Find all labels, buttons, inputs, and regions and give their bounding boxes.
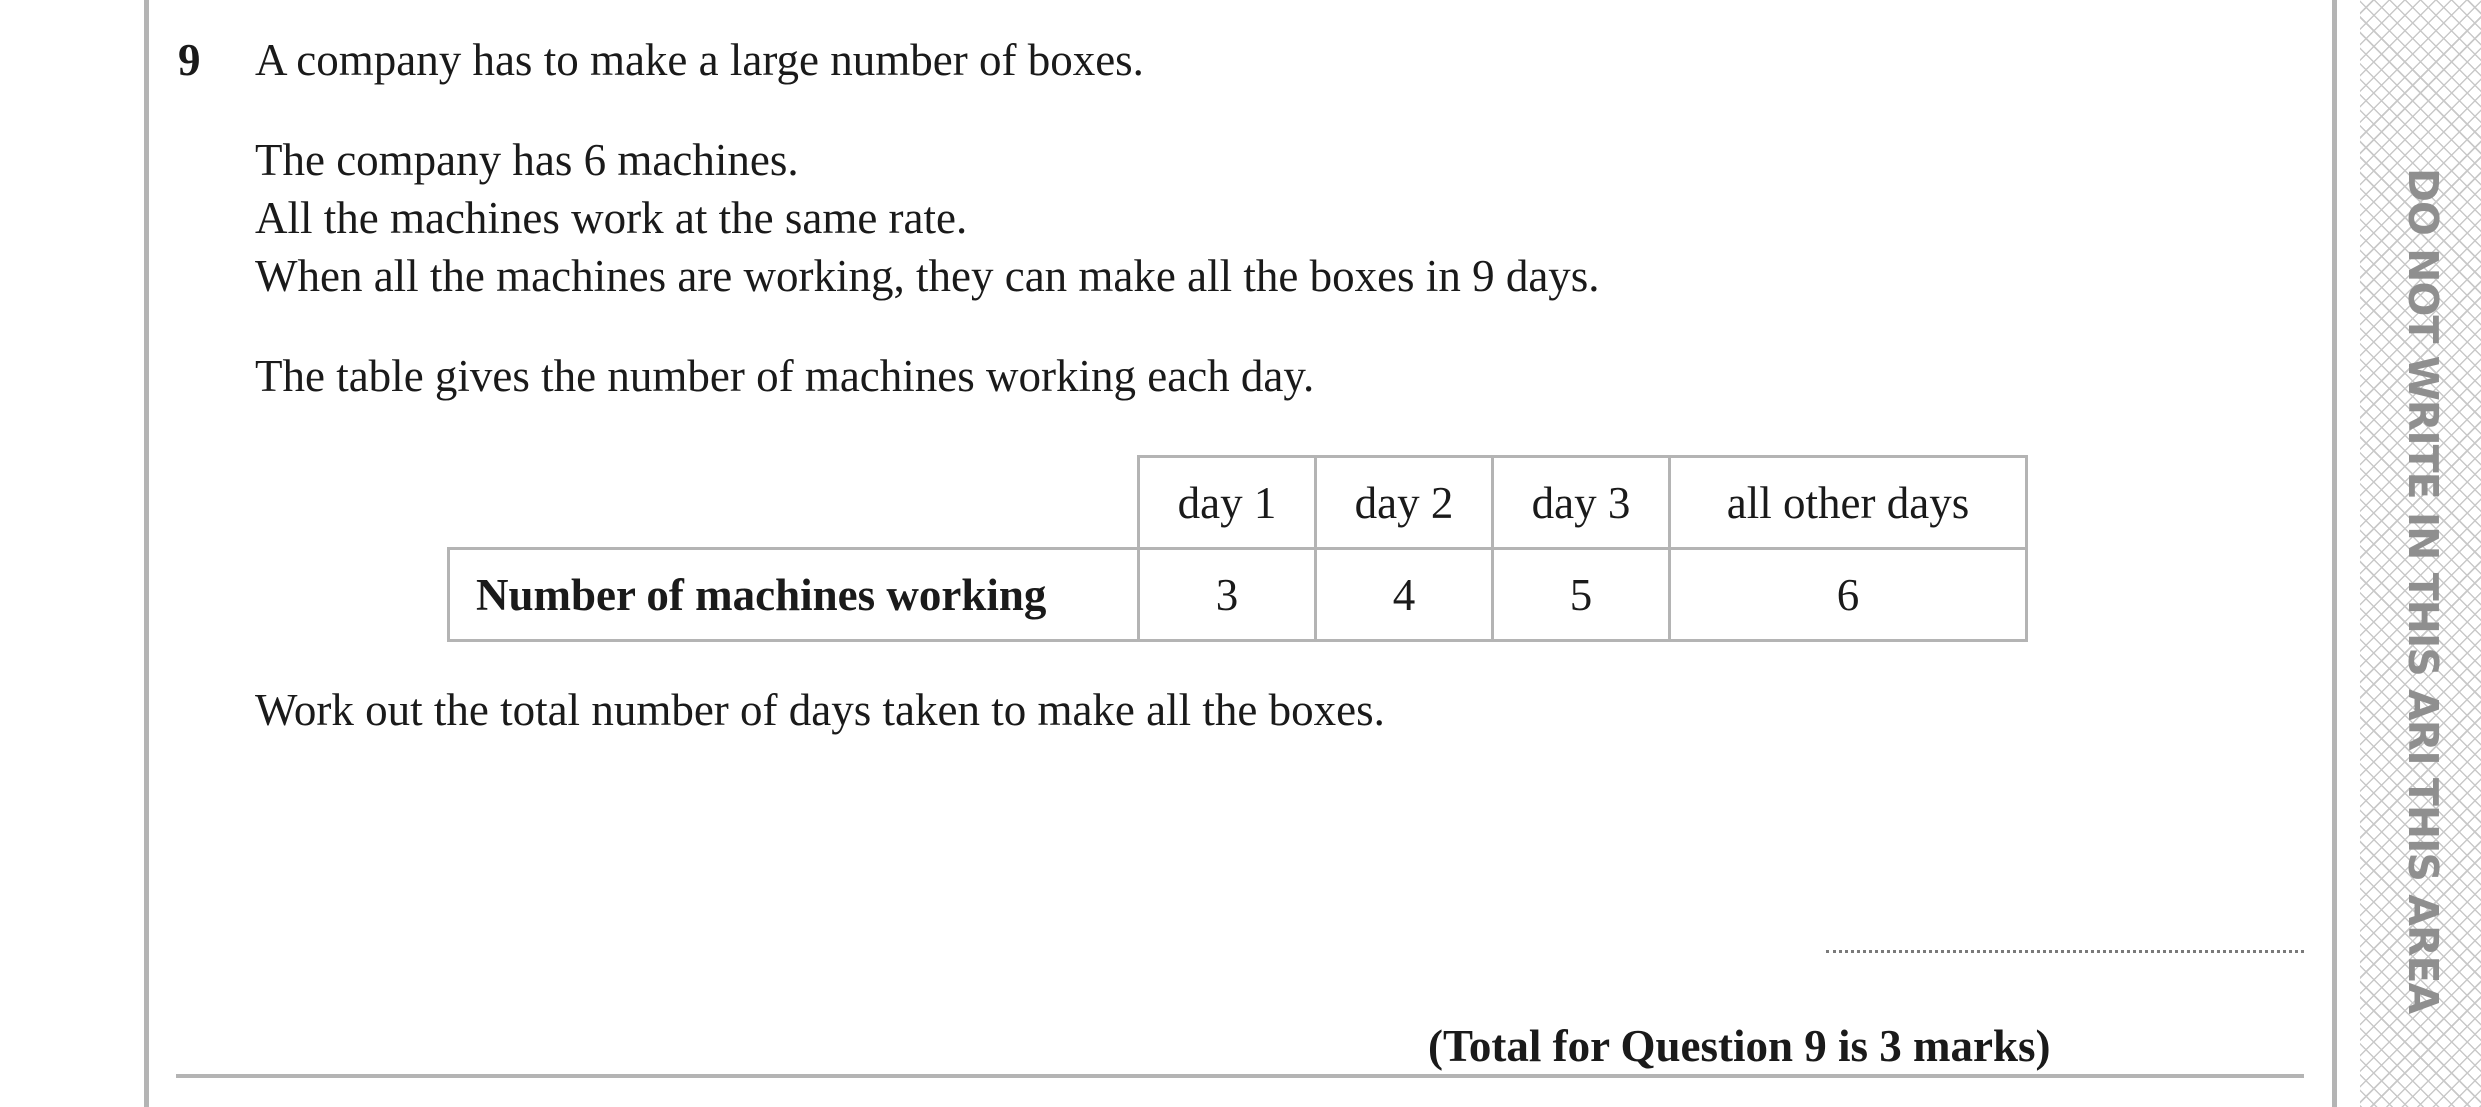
table-intro: The table gives the number of machines working each day.	[255, 351, 1315, 401]
table-header-row	[449, 457, 2027, 549]
cell-day-2: 4	[1316, 549, 1493, 641]
answer-line[interactable]	[1826, 950, 2304, 953]
row-header-machines: Number of machines working	[449, 549, 1139, 641]
left-page-border	[144, 0, 149, 1107]
question-line-rate: All the machines work at the same rate.	[255, 193, 968, 243]
right-page-border	[2332, 0, 2337, 1107]
question-intro: A company has to make a large number of boxes.	[255, 35, 1144, 85]
machines-table	[447, 455, 2028, 642]
column-header-other-days: all other days	[1670, 457, 2027, 549]
margin-hatched-strip	[2360, 0, 2481, 1107]
question-line-days: When all the machines are working, they can make all the boxes in 9 days.	[255, 251, 1600, 301]
column-header-day-1: day 1	[1139, 457, 1316, 549]
column-header-day-3: day 3	[1493, 457, 1670, 549]
total-marks: (Total for Question 9 is 3 marks)	[1428, 1021, 2051, 1071]
table-row	[449, 549, 2027, 641]
cell-day-1: 3	[1139, 549, 1316, 641]
cell-day-3: 5	[1493, 549, 1670, 641]
bottom-divider	[176, 1074, 2304, 1078]
margin-warning-text: DO NOT WRITE IN THIS ARI THIS AREA	[2398, 168, 2447, 1014]
question-line-machines: The company has 6 machines.	[255, 135, 799, 185]
table-corner-blank	[449, 457, 1139, 549]
cell-other-days: 6	[1670, 549, 2027, 641]
question-task: Work out the total number of days taken to make all the boxes.	[255, 685, 1385, 735]
column-header-day-2: day 2	[1316, 457, 1493, 549]
question-number: 9	[178, 35, 201, 85]
